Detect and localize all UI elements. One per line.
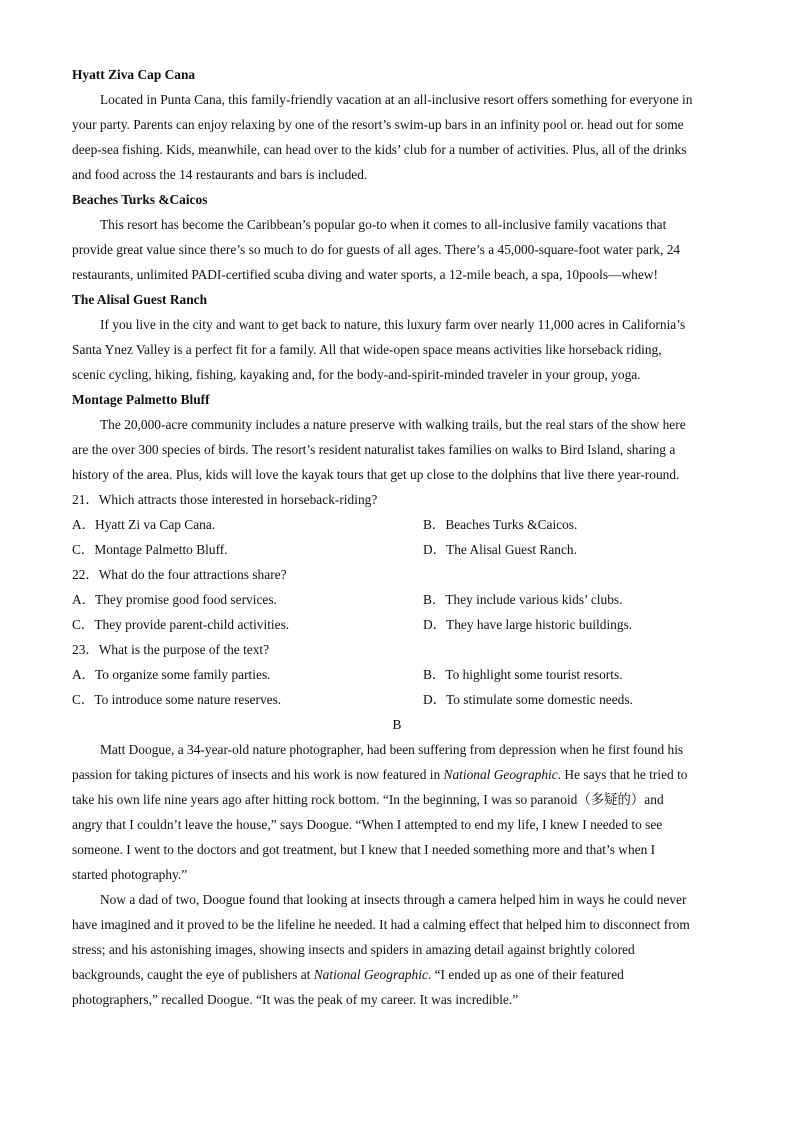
passage-line: take his own life nine years ago after hitting rock bottom. “In the beginning, I was so paranoid（多疑的）and bbox=[72, 792, 664, 807]
document-body bbox=[72, 62, 722, 1012]
section-text-line: scenic cycling, hiking, fishing, kayaking and, for the body-and-spirit-minded traveler in your group, yoga. bbox=[72, 367, 641, 382]
section-text-line: restaurants, unlimited PADI-certified scuba diving and water sports, a 12-mile beach, a spa, 10pools—whew! bbox=[72, 267, 658, 282]
publication-name: National Geographic bbox=[443, 767, 558, 782]
passage-text: . He says that he tried to bbox=[557, 767, 688, 782]
question-stem: 21．Which attracts those interested in horseback-riding? bbox=[72, 492, 378, 507]
passage-text: . “I ended up as one of their featured bbox=[427, 967, 624, 982]
option-b: B．They include various kids’ clubs. bbox=[423, 592, 623, 607]
option-d: D．The Alisal Guest Ranch. bbox=[423, 542, 577, 557]
passage-line: Now a dad of two, Doogue found that looking at insects through a camera helped him in ways he could never bbox=[100, 892, 687, 907]
section-text-line: Santa Ynez Valley is a perfect fit for a family. All that wide-open space means activities like horseback riding, bbox=[72, 342, 662, 357]
option-row bbox=[72, 512, 722, 537]
publication-name: National Geographic bbox=[313, 967, 428, 982]
passage-line: someone. I went to the doctors and got treatment, but I knew that I needed something more and that’s when I bbox=[72, 842, 656, 857]
option-row bbox=[72, 537, 722, 562]
passage-line: photographers,” recalled Doogue. “It was the peak of my career. It was incredible.” bbox=[72, 992, 519, 1007]
section-text-line: If you live in the city and want to get back to nature, this luxury farm over nearly 11,000 acres in California’s bbox=[100, 317, 686, 332]
passage-line bbox=[72, 762, 722, 787]
section-title: Montage Palmetto Bluff bbox=[72, 392, 210, 407]
option-c: C．They provide parent-child activities. bbox=[72, 617, 290, 632]
passage-line: angry that I couldn’t leave the house,” says Doogue. “When I attempted to end my life, I knew I needed to see bbox=[72, 817, 663, 832]
section-text-line: your party. Parents can enjoy relaxing by one of the resort’s swim-up bars in an infinity pool or. head out for some bbox=[72, 117, 684, 132]
option-b: B．To highlight some tourist resorts. bbox=[423, 667, 623, 682]
option-row bbox=[72, 687, 722, 712]
option-d: D．They have large historic buildings. bbox=[423, 617, 633, 632]
passage-line bbox=[72, 962, 722, 987]
option-b: B．Beaches Turks &Caicos. bbox=[423, 517, 578, 532]
question-stem: 23．What is the purpose of the text? bbox=[72, 642, 270, 657]
section-text-line: Located in Punta Cana, this family-friendly vacation at an all-inclusive resort offers something for everyone in bbox=[100, 92, 693, 107]
option-a: A．To organize some family parties. bbox=[72, 667, 271, 682]
passage-line: Matt Doogue, a 34-year-old nature photographer, had been suffering from depression when he first found his bbox=[100, 742, 684, 757]
part-label: B bbox=[392, 717, 402, 732]
option-a: A．They promise good food services. bbox=[72, 592, 277, 607]
passage-line: started photography.” bbox=[72, 867, 188, 882]
section-text-line: and food across the 14 restaurants and bars is included. bbox=[72, 167, 368, 182]
option-row bbox=[72, 612, 722, 637]
section-text-line: provide great value since there’s so much to do for guests of all ages. There’s a 45,000-square-foot water park, 24 bbox=[72, 242, 681, 257]
section-title: Hyatt Ziva Cap Cana bbox=[72, 67, 196, 82]
section-title: The Alisal Guest Ranch bbox=[72, 292, 208, 307]
option-row bbox=[72, 662, 722, 687]
section-text-line: deep-sea fishing. Kids, meanwhile, can head over to the kids’ club for a number of activities. Plus, all of the drinks bbox=[72, 142, 687, 157]
passage-line: stress; and his astonishing images, showing insects and spiders in amazing detail against brightly colored bbox=[72, 942, 635, 957]
section-title: Beaches Turks &Caicos bbox=[72, 192, 208, 207]
option-c: C．To introduce some nature reserves. bbox=[72, 692, 282, 707]
section-text-line: history of the area. Plus, kids will love the kayak tours that get up close to the dolphins that live there year-round. bbox=[72, 467, 680, 482]
question-stem: 22．What do the four attractions share? bbox=[72, 567, 287, 582]
section-text-line: are the over 300 species of birds. The resort’s resident naturalist takes families on walks to Bird Island, sharing a bbox=[72, 442, 676, 457]
section-text-line: This resort has become the Caribbean’s popular go-to when it comes to all-inclusive family vacations that bbox=[100, 217, 667, 232]
passage-line: have imagined and it proved to be the lifeline he needed. It had a calming effect that helped him to disconnect from bbox=[72, 917, 690, 932]
passage-text: backgrounds, caught the eye of publishers at bbox=[72, 967, 314, 982]
section-text-line: The 20,000-acre community includes a nature preserve with walking trails, but the real stars of the show here bbox=[100, 417, 686, 432]
option-row bbox=[72, 587, 722, 612]
option-a: A．Hyatt Zi va Cap Cana. bbox=[72, 517, 216, 532]
passage-text: passion for taking pictures of insects and his work is now featured in bbox=[72, 767, 444, 782]
option-d: D．To stimulate some domestic needs. bbox=[423, 692, 633, 707]
option-c: C．Montage Palmetto Bluff. bbox=[72, 542, 228, 557]
